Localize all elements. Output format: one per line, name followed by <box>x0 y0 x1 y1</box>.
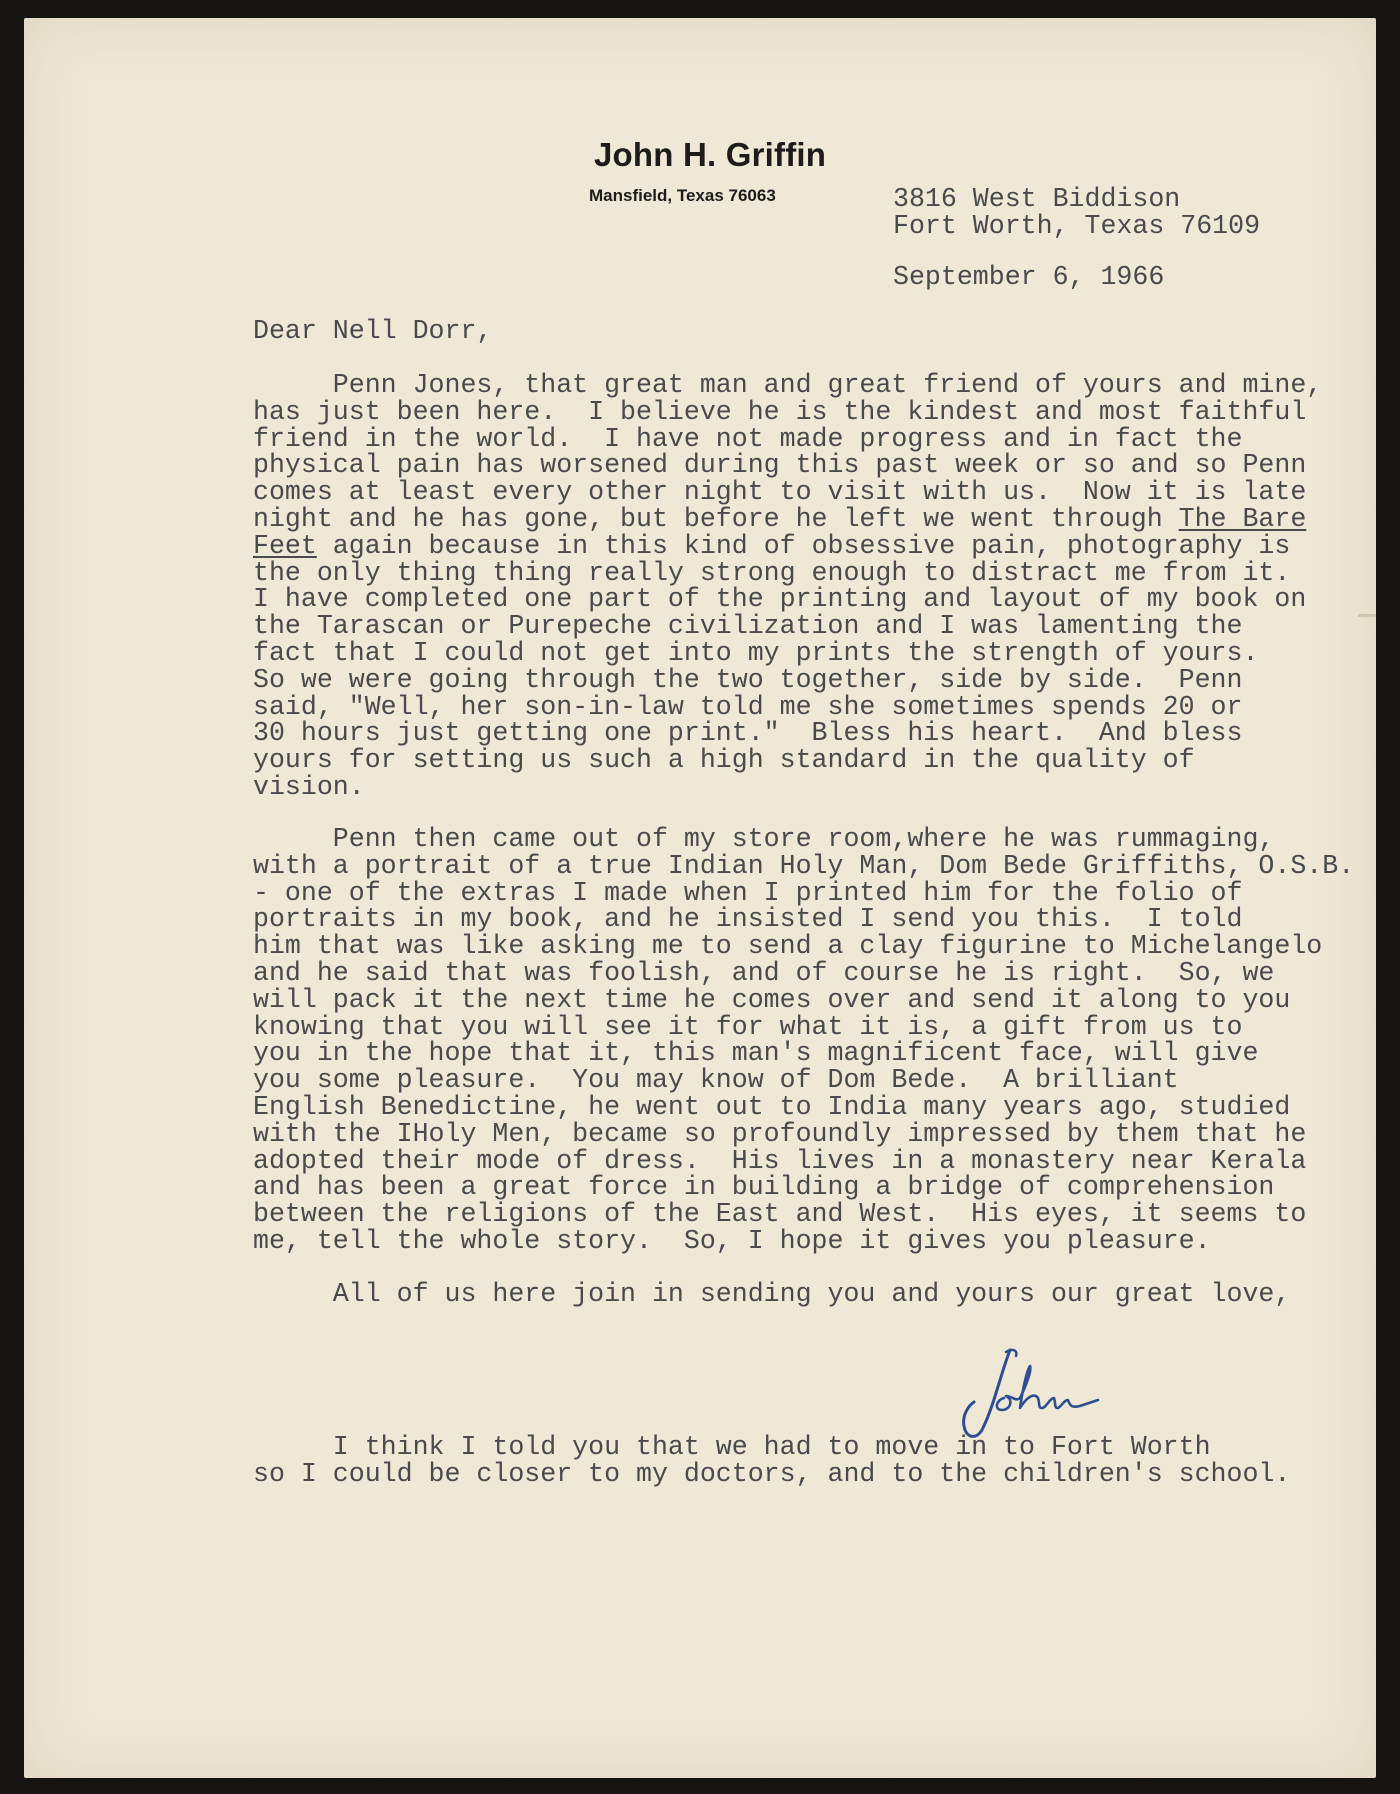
letterhead <box>589 136 827 206</box>
letterhead-name: John H. Griffin <box>594 136 827 173</box>
text-line: so I could be closer to my doctors, and to the children's school. <box>253 1458 1291 1489</box>
text-line: friend in the world. I have not made progress and in fact the <box>253 423 1243 454</box>
text-line: night and he has gone, but before he left we went through <box>253 503 1179 534</box>
text-line: with the IHoly Men, became so profoundly impressed by them that he <box>253 1118 1307 1149</box>
text-line: adopted their mode of dress. His lives in a monastery near Kerala <box>253 1145 1307 1176</box>
letter-page <box>24 18 1376 1778</box>
paragraph-2 <box>253 826 1354 1255</box>
address-line: Fort Worth, Texas 76109 <box>893 210 1261 241</box>
text-line: him that was like asking me to send a clay figurine to Michelangelo <box>253 931 1323 962</box>
text-line: the Tarascan or Purepeche civilization and I was lamenting the <box>253 611 1243 642</box>
book-title: Feet <box>253 530 317 561</box>
text-line: comes at least every other night to visit with us. Now it is late <box>253 477 1307 508</box>
text-line: portraits in my book, and he insisted I send you this. I told <box>253 904 1243 935</box>
text-line: 30 hours just getting one print." Bless his heart. And bless <box>253 718 1243 749</box>
text-line: you some pleasure. You may know of Dom Bede. A brilliant <box>253 1065 1179 1096</box>
text-line: physical pain has worsened during this past week or so and so Penn <box>253 450 1307 481</box>
postscript <box>253 1434 1290 1488</box>
return-address <box>893 186 1260 240</box>
signature-image <box>960 1346 1102 1440</box>
text-line: you in the hope that it, this man's magnificent face, will give <box>253 1038 1259 1069</box>
text-line: Penn Jones, that great man and great friend of yours and mine, <box>253 370 1323 400</box>
fold-mark <box>1358 614 1376 617</box>
text-line: vision. <box>253 771 365 802</box>
text-line: has just been here. I believe he is the kindest and most faithful <box>253 396 1307 427</box>
letter-date: September 6, 1966 <box>893 262 1165 292</box>
closing-line: All of us here join in sending you and yours our great love, <box>253 1279 1291 1309</box>
book-title: The Bare <box>1178 503 1307 534</box>
letterhead-city: Mansfield, Texas 76063 <box>589 186 776 205</box>
text-line: So we were going through the two together, side by side. Penn <box>253 664 1243 695</box>
text-line: English Benedictine, he went out to India many years ago, studied <box>253 1091 1291 1122</box>
text-line: said, "Well, her son-in-law told me she sometimes spends 20 or <box>253 691 1243 722</box>
text-line: and he said that was foolish, and of course he is right. So, we <box>253 957 1275 988</box>
text-line: again because in this kind of obsessive pain, photography is <box>316 530 1291 561</box>
text-line: I think I told you that we had to move in to Fort Worth <box>253 1432 1211 1462</box>
text-line: knowing that you will see it for what it is, a gift from us to <box>253 1011 1243 1042</box>
text-line: the only thing thing really strong enough to distract me from it. <box>253 557 1291 588</box>
text-line: will pack it the next time he comes over and send it along to you <box>253 984 1291 1015</box>
text-line: fact that I could not get into my prints the strength of yours. <box>253 637 1259 668</box>
text-line: and has been a great force in building a bridge of comprehension <box>253 1172 1275 1203</box>
address-line: 3816 West Biddison <box>893 184 1181 214</box>
text-line: I have completed one part of the printing and layout of my book on <box>253 584 1307 615</box>
paragraph-1 <box>253 372 1322 801</box>
text-line: with a portrait of a true Indian Holy Man, Dom Bede Griffiths, O.S.B. <box>253 850 1355 881</box>
text-line: between the religions of the East and West. His eyes, it seems to <box>253 1199 1307 1230</box>
text-line: Penn then came out of my store room,where he was rummaging, <box>253 824 1275 854</box>
salutation: Dear Nell Dorr, <box>253 316 493 346</box>
text-line: me, tell the whole story. So, I hope it gives you pleasure. <box>253 1225 1211 1256</box>
text-line: - one of the extras I made when I printed him for the folio of <box>253 877 1243 908</box>
text-line: yours for setting us such a high standard in the quality of <box>253 745 1195 776</box>
